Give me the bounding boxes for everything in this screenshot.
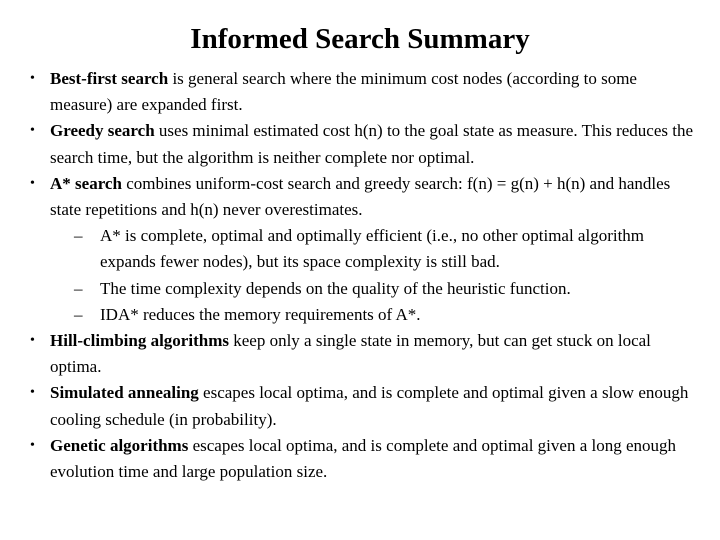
bullet-text: is general search where the minimum cost nodes (according to some measure) are expanded first. [50, 69, 637, 115]
bullet-lead: Simulated annealing [50, 383, 199, 403]
bullet-text: escapes local optima, and is complete and optimal given a long enough evolution time and large population size. [50, 435, 677, 482]
bullet-lead: Best-first search [50, 69, 169, 88]
slide-title: Informed Search Summary [190, 23, 530, 55]
sub-bullet-item [74, 302, 696, 328]
bullet-item-simulated-annealing [0, 380, 720, 432]
bullet-lead: Hill-climbing algorithms [50, 331, 229, 351]
bullet-item-genetic [0, 433, 720, 485]
bullet-item-hill-climbing [0, 328, 720, 380]
bullet-lead: Greedy search [50, 121, 155, 141]
bullet-lead: Genetic algorithms [50, 435, 189, 455]
sub-bullet-item [74, 223, 696, 275]
sub-bullet-text: The time complexity depends on the quality of the heuristic function. [100, 278, 571, 298]
sub-bullet-item [74, 276, 696, 302]
bullet-lead: A* search [50, 173, 122, 193]
bullet-list [0, 66, 720, 485]
dash-icon: – [74, 304, 83, 324]
bullet-item-greedy [0, 118, 720, 170]
bullet-dot-icon: • [30, 437, 35, 453]
bullet-dot-icon: • [30, 385, 35, 401]
bullet-dot-icon: • [30, 71, 35, 86]
bullet-dot-icon: • [30, 333, 35, 349]
bullet-item-a-star [0, 171, 720, 328]
bullet-text: escapes local optima, and is complete and optimal given a slow enough cooling schedule (in probability). [50, 383, 689, 429]
bullet-dot-icon: • [30, 123, 35, 139]
sub-bullet-text: A* is complete, optimal and optimally efficient (i.e., no other optimal algorithm expands fewer nodes), but its space complexity is still bad. [100, 226, 645, 272]
sub-bullet-text: IDA* reduces the memory requirements of A*. [100, 304, 421, 324]
sub-bullet-list [50, 223, 696, 328]
dash-icon: – [74, 226, 83, 246]
bullet-text: uses minimal estimated cost h(n) to the goal state as measure. This reduces the search time, but the algorithm is neither complete nor optimal. [50, 121, 694, 167]
bullet-dot-icon: • [30, 175, 35, 191]
bullet-text: combines uniform-cost search and greedy search: f(n) = g(n) + h(n) and handles state repetitions and h(n) never overestimates. [50, 173, 671, 220]
dash-icon: – [74, 278, 83, 298]
bullet-text: keep only a single state in memory, but can get stuck on local optima. [50, 331, 651, 377]
bullet-item-best-first [0, 66, 720, 118]
